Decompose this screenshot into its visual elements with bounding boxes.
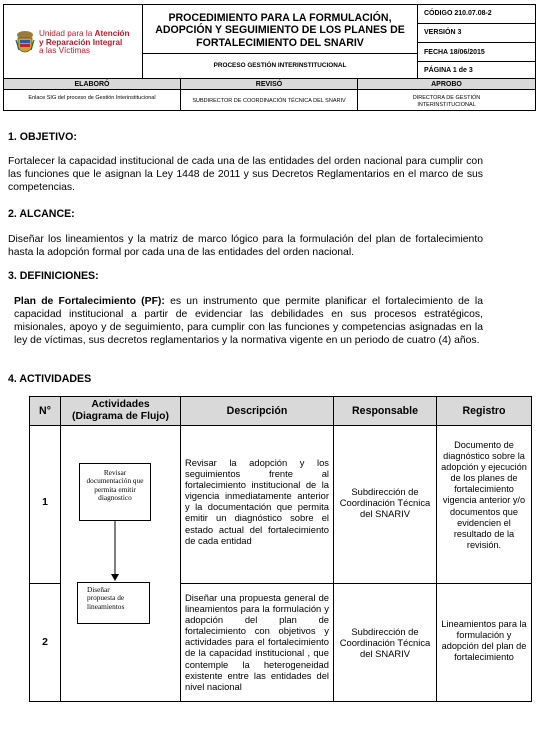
th-responsible <box>333 396 437 426</box>
row-2-responsible: Subdirección de Coordinación Técnica del SNARIV <box>339 626 431 660</box>
th-activities-label: Actividades (Diagrama de Flujo) <box>72 399 169 423</box>
document-title: PROCEDIMIENTO PARA LA FORMULACIÓN, ADOPCIÓN Y SEGUIMIENTO DE LOS PLANES DE FORTALECIMIENTO DEL SNARIV <box>155 12 405 49</box>
row-1-number: 1 <box>42 497 48 508</box>
th-no <box>29 396 61 426</box>
definition-term: Plan de Fortalecimiento (PF): <box>14 296 165 307</box>
th-activities <box>60 396 181 426</box>
logo-line3: a las Víctimas <box>39 46 90 56</box>
reviso-value-cell <box>180 89 358 111</box>
process-name: PROCESO GESTIÓN INTERINSTITUCIONAL <box>213 62 347 69</box>
table-row-1-reg <box>436 425 532 584</box>
definition-body: es un instrumento que permite planificar el fortalecimiento de la capacidad institucional a partir de evidenciar las debilidades en sus procesos estratégicos, misionales, apoyo y de seguimiento, para cumplir con las funciones y competencias asignadas en la ley de víctimas, sus decretos reglamentarios y la normativa vigente en un periodo de cuatro (4) años. <box>14 296 483 346</box>
date-cell <box>417 42 536 62</box>
logo-line1b: Atención <box>94 29 130 38</box>
version-cell <box>417 23 536 43</box>
table-row-2-no <box>29 583 61 702</box>
elaboro-value-cell <box>3 89 181 111</box>
table-row-2-reg <box>436 583 532 702</box>
document-version: VERSIÓN 3 <box>424 29 462 36</box>
section-2-text: Diseñar los lineamientos y la matriz de marco lógico para la formulación del plan de fortalecimiento hasta la adopción formal por cada una de las entidades del orden nacional. <box>8 234 483 258</box>
page-number: PÁGINA 1 de 3 <box>424 67 473 74</box>
aprobo-value: DIRECTORA DE GESTIÓN INTERINSTITUCIONAL <box>412 95 481 108</box>
section-4-title: 4. ACTIVIDADES <box>8 373 92 385</box>
flow-step-2-box <box>77 582 150 624</box>
aprobo-label: APROBO <box>431 81 462 88</box>
section-3-text <box>14 295 483 347</box>
code-cell <box>417 4 536 24</box>
document-date: FECHA 18/06/2015 <box>424 49 485 56</box>
logo-line2: y Reparación Integral <box>39 37 123 47</box>
coat-of-arms-icon <box>14 28 36 58</box>
section-2-title: 2. ALCANCE: <box>8 208 75 220</box>
logo-line1a: Unidad para la <box>39 29 95 38</box>
th-no-label: N° <box>39 405 51 417</box>
aprobo-value-cell <box>357 89 536 111</box>
row-2-description: Diseñar una propuesta general de lineamientos para la formulación y adopción del plan de fortalecimiento con objetivos y actividades para el fortalecimiento de la capacidad institucional , que contemple la heterogeneidad existente entre las entidades del nivel nacional <box>185 592 329 692</box>
row-1-responsible: Subdirección de Coordinación Técnica del SNARIV <box>339 486 431 520</box>
elaboro-label: ELABORÓ <box>74 81 110 88</box>
document-code: CÓDIGO 210.07.08-2 <box>424 10 492 17</box>
table-row-1-resp <box>333 425 437 584</box>
row-1-record: Documento de diagnóstico sobre la adopción y ejecución de los planes de fortalecimiento vigencia anterior y/o documentos que evidencien el resultado de la revisión. <box>441 440 527 550</box>
flow-step-1-box <box>79 463 151 521</box>
table-row-1-no <box>29 425 61 584</box>
reviso-label: REVISÓ <box>255 81 283 88</box>
page-cell <box>417 61 536 79</box>
th-description <box>180 396 334 426</box>
process-cell <box>142 53 418 79</box>
th-record-label: Registro <box>462 405 506 417</box>
th-description-label: Descripción <box>226 405 288 417</box>
logo-text <box>39 30 143 56</box>
elaboro-value: Enlace SIG del proceso de Gestión Interinstitucional <box>28 95 156 101</box>
th-record <box>436 396 532 426</box>
row-2-number: 2 <box>42 637 48 648</box>
reviso-value: SUBDIRECTOR DE COORDINACIÓN TÉCNICA DEL SNARIV <box>192 98 346 104</box>
row-2-record: Lineamientos para la formulación y adopción del plan de fortalecimiento <box>441 619 527 663</box>
section-3-title: 3. DEFINICIONES: <box>8 270 99 282</box>
table-row-2-desc <box>180 583 334 702</box>
row-1-description: Revisar la adopción y los seguimientos frente al fortalecimiento institucional de la vigencia inmediatamente anterior y la documentación que permita emitir un diagnóstico sobre el estado actual del fortalecimiento de cada entidad <box>185 457 329 546</box>
section-1-title: 1. OBJETIVO: <box>8 131 77 143</box>
logo-cell <box>3 4 143 79</box>
flow-step-2-label: Diseñar propuesta de lineamientos <box>87 585 125 611</box>
section-1-text: Fortalecer la capacidad institucional de cada una de las entidades del orden nacional para cumplir con las funciones que le asignan la Ley 1448 de 2011 y sus Decretos Reglamentarios en el marco de sus competencias. <box>8 156 483 193</box>
title-cell <box>142 4 418 54</box>
table-row-1-desc <box>180 425 334 584</box>
table-row-2-resp <box>333 583 437 702</box>
th-responsible-label: Responsable <box>352 405 418 417</box>
flow-step-1-label: Revisar documentación que permita emitir diagnostico <box>86 468 144 503</box>
